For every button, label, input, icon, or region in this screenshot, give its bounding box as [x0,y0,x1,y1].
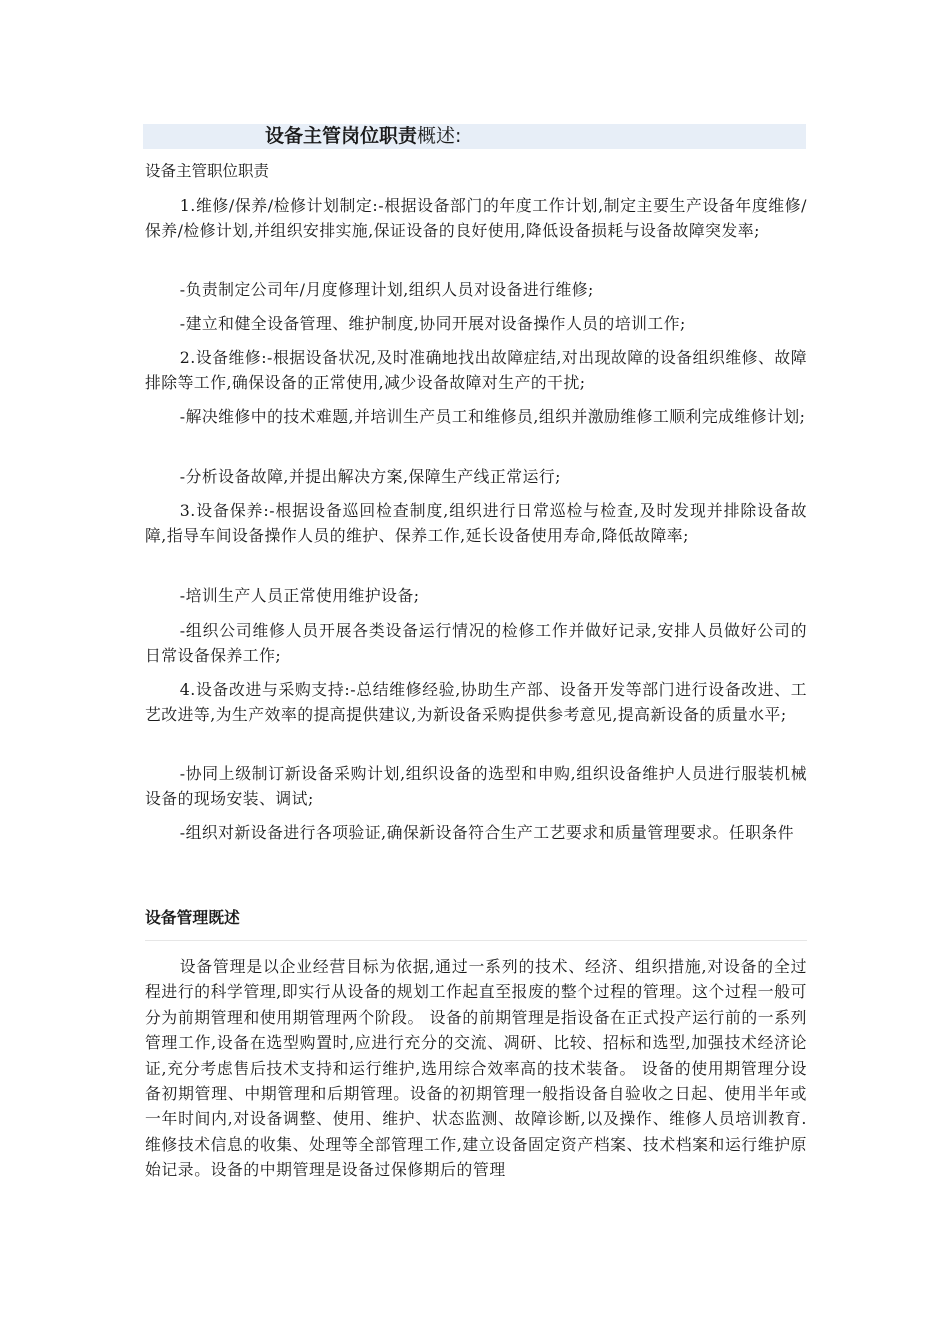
paragraph: -负责制定公司年/月度修理计划,组织人员对设备进行维修; [179,280,594,299]
paragraph: 2.设备维修:-根据设备状况,及时准确地找出故障症结,对出现故障的设备组织维修、故障排除等工作,确保设备的正常使用,减少设备故障对生产的干扰; [145,348,807,392]
paragraph: -解决维修中的技术难题,并培训生产员工和维修员,组织并激励维修工顺利完成维修计划; [179,407,806,426]
section-heading: 设备管理既述 [145,908,240,927]
paragraph: -建立和健全设备管理、维护制度,协同开展对设备操作人员的培训工作; [179,314,686,333]
subheading: 设备主管职位职责 [145,162,270,180]
paragraph: -协同上级制订新设备采购计划,组织设备的选型和申购,组织设备维护人员进行服装机械设备的现场安装、调试; [145,764,807,808]
page-title [265,124,461,149]
paragraph: -组织对新设备进行各项验证,确保新设备符合生产工艺要求和质量管理要求。任职条件 [179,823,795,842]
paragraph: -组织公司维修人员开展各类设备运行情况的检修工作并做好记录,安排人员做好公司的日常设备保养工作; [145,621,807,665]
paragraph: -分析设备故障,并提出解决方案,保障生产线正常运行; [179,467,561,486]
paragraph: 4.设备改进与采购支持:-总结维修经验,协助生产部、设备开发等部门进行设备改进、工艺改进等,为生产效率的提高提供建议,为新设备采购提供参考意见,提高新设备的质量水平; [145,680,807,724]
title-highlight-bar [143,124,806,149]
section-divider [145,940,807,941]
title-bold-text: 设备主管岗位职责 [265,125,418,147]
paragraph: 3.设备保养:-根据设备巡回检查制度,组织进行日常巡检与检查,及时发现并排除设备故障,指导车间设备操作人员的维护、保养工作,延长设备使用寿命,降低故障率; [145,501,807,545]
section-body: 设备管理是以企业经营目标为依据,通过一系列的技术、经济、组织措施,对设备的全过程进行的科学管理,即实行从设备的规划工作起直至报废的整个过程的管理。这个过程一般可分为前期管理和使用期管理两个阶段。 设备的前期管理是指设备在正式投产运行前的一系列管理工作,设备在选型购置时,应进行充分的交流、凋研、比较、招标和选型,加强技术经济论证,充分考虑售后技术支持和运行维护,选用综合效率高的技术装备。 设备的使用期管理分设备初期管理、中期管理和后期管理。设备的初期管理一般指设备自验收之日起、使用半年或一年时间内,对设备调整、使用、维护、状态监测、故障诊断,以及操作、维修人员培训教育.维修技术信息的收集、处理等全部管理工作,建立设备固定资产档案、技术档案和运行维护原始记录。设备的中期管理是设备过保修期后的管理 [145,957,807,1180]
paragraph: -培训生产人员正常使用维护设备; [179,586,420,605]
title-normal-text: 概述: [417,125,462,147]
paragraph: 1.维修/保养/检修计划制定:-根据设备部门的年度工作计划,制定主要生产设备年度维修/保养/检修计划,并组织安排实施,保证设备的良好使用,降低设备损耗与设备故障突发率; [145,196,807,240]
